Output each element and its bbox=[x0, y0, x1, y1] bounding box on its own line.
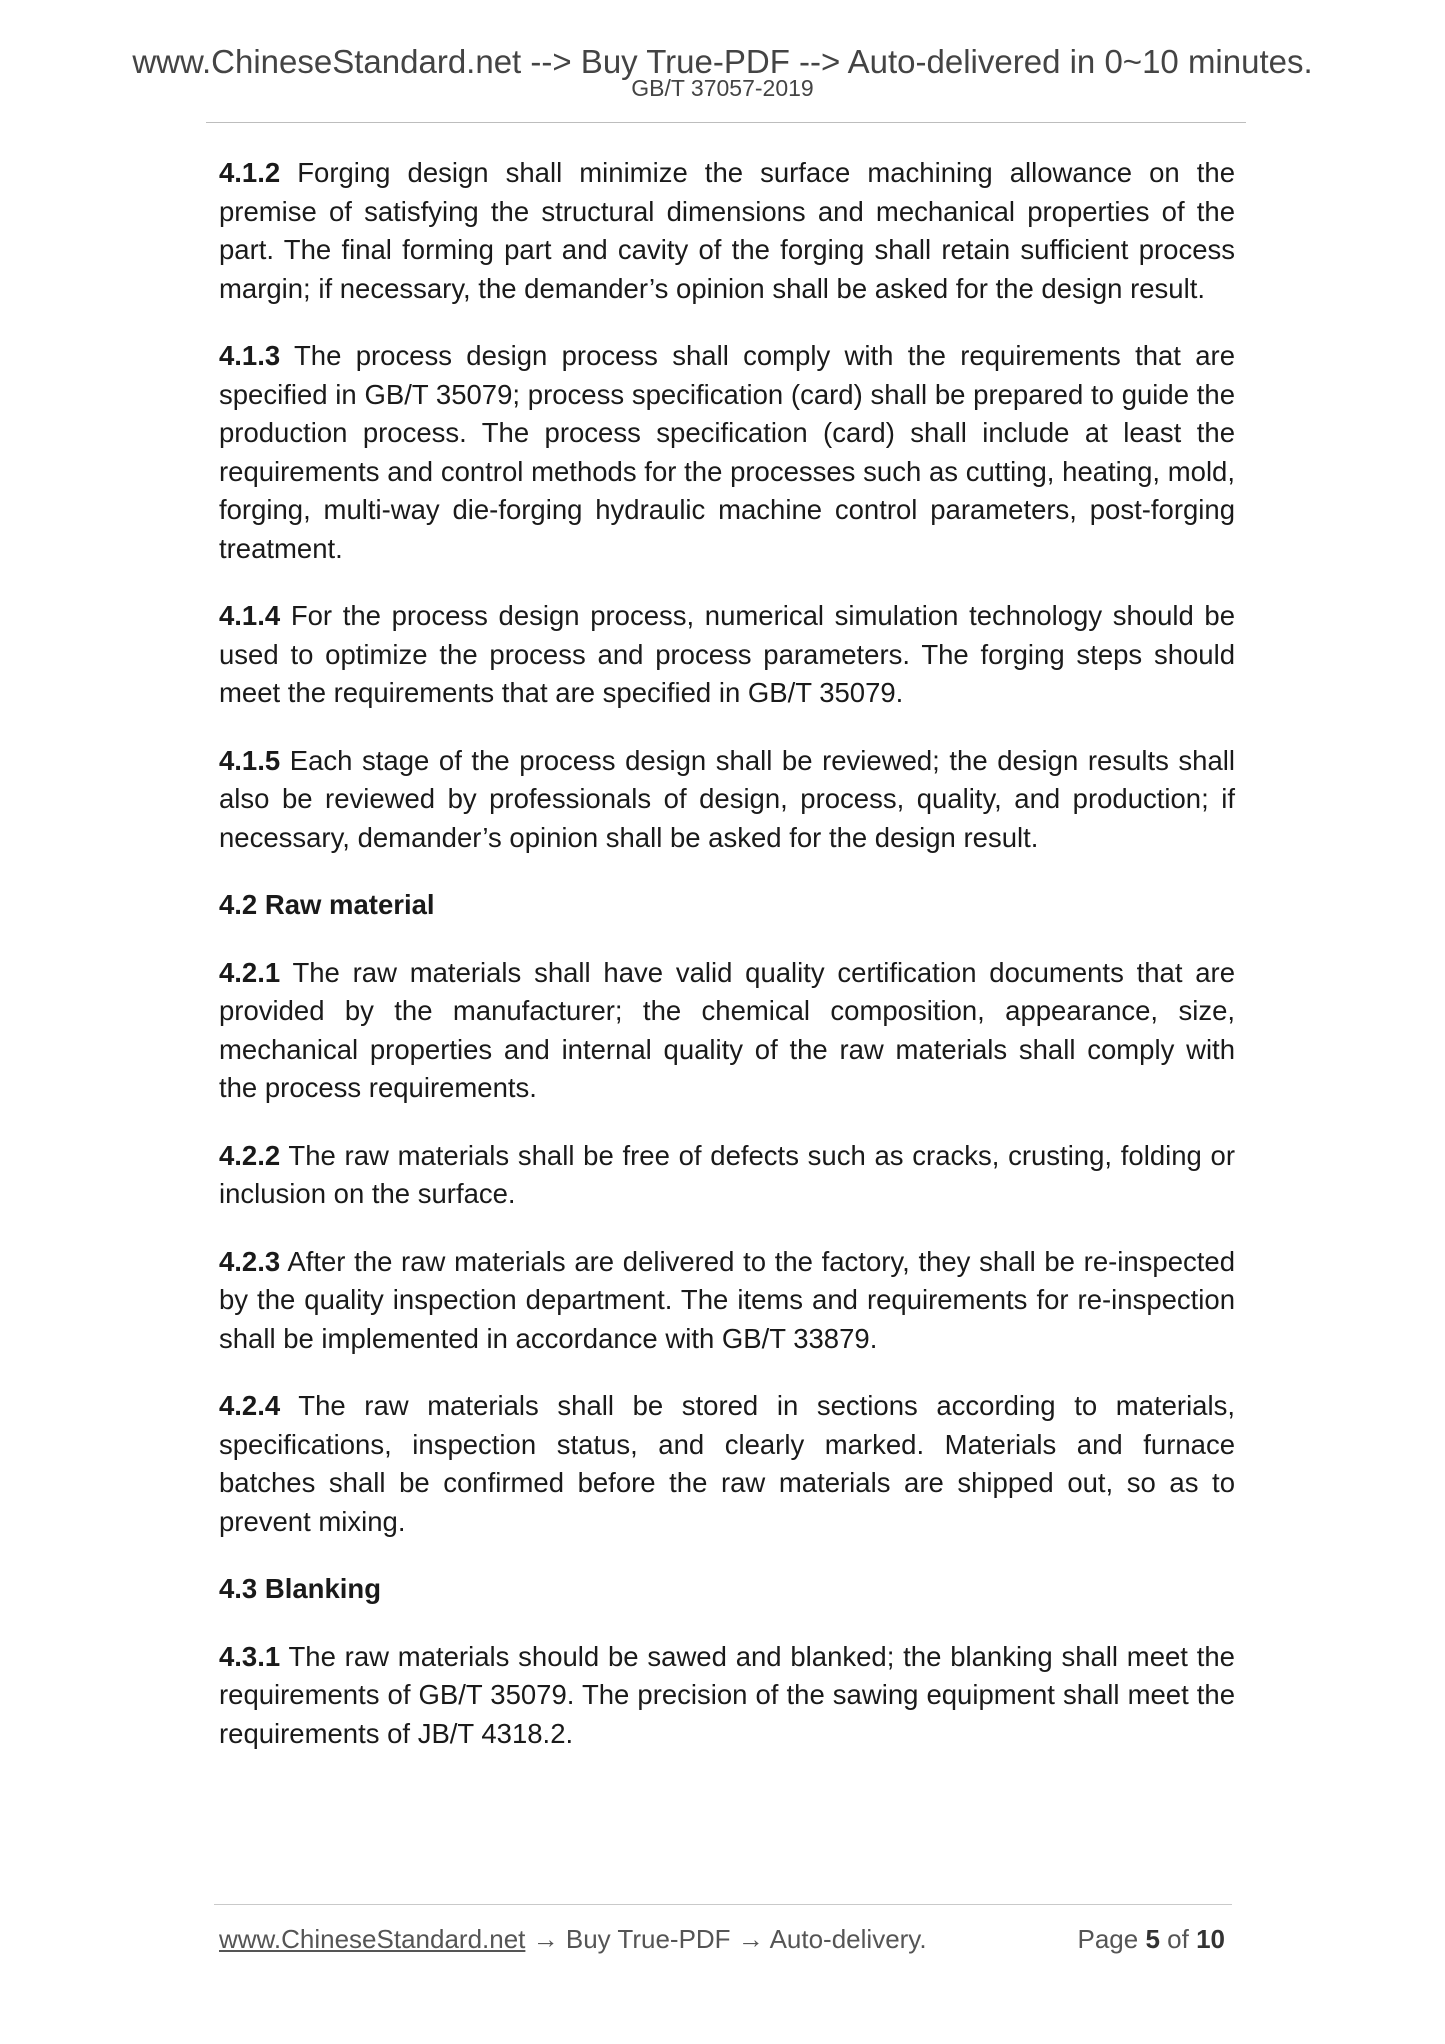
clause-number: 4.1.4 bbox=[219, 600, 281, 631]
site-banner: www.ChineseStandard.net --> Buy True-PDF --> Auto-delivered in 0~10 minutes. bbox=[132, 43, 1313, 80]
page-label: Page bbox=[1077, 1924, 1139, 1954]
header-divider bbox=[206, 122, 1246, 123]
footer-divider bbox=[214, 1904, 1232, 1905]
page-footer bbox=[219, 1922, 1229, 1956]
clause-text: The raw materials shall be stored in sections according to materials, specifications, inspection status, and clearly marked. Materials and furnace batches shall be confirmed before the raw materials are shipped out, so as to prevent mixing. bbox=[219, 1390, 1235, 1537]
clause-4-2-1 bbox=[219, 954, 1235, 1108]
of-label: of bbox=[1167, 1924, 1189, 1954]
clause-number: 4.1.3 bbox=[219, 340, 281, 371]
standard-code: GB/T 37057-2019 bbox=[631, 75, 814, 101]
clause-text: The raw materials shall be free of defects such as cracks, crusting, folding or inclusion on the surface. bbox=[219, 1139, 1235, 1209]
clause-text: The process design process shall comply with the requirements that are specified in GB/T 35079; process specification (card) shall be prepared to guide the production process. The process specification (card) shall include at least the requirements and control methods for the processes such as cutting, heating, mold, forging, multi-way die-forging hydraulic machine control parameters, post-forging treatment. bbox=[219, 340, 1235, 564]
footer-site-link[interactable]: www.ChineseStandard.net bbox=[219, 1924, 526, 1954]
clause-4-1-5 bbox=[219, 742, 1235, 858]
page-total: 10 bbox=[1196, 1924, 1225, 1954]
clause-number: 4.2.2 bbox=[219, 1139, 281, 1171]
footer-source bbox=[219, 1922, 927, 1956]
clause-4-1-3 bbox=[219, 337, 1235, 568]
clause-4-1-2 bbox=[219, 154, 1235, 308]
clause-text: Forging design shall minimize the surface machining allowance on the premise of satisfying the structural dimensions and mechanical properties of the part. The final forming part and cavity of the forging shall retain sufficient process margin; if necessary, the demander’s opinion shall be asked for the design result. bbox=[219, 157, 1235, 304]
clause-number: 4.2.1 bbox=[219, 956, 281, 988]
clause-number: 4.2.4 bbox=[219, 1390, 281, 1421]
clause-number: 4.3.1 bbox=[219, 1640, 281, 1672]
clause-text: Each stage of the process design shall be reviewed; the design results shall also be reviewed by professionals of design, process, quality, and production; if necessary, demander’s opinion shall be asked for the design result. bbox=[219, 744, 1235, 853]
clause-4-2-3 bbox=[219, 1243, 1235, 1359]
section-heading-4-3: 4.3 Blanking bbox=[219, 1573, 381, 1604]
section-heading-4-2: 4.2 Raw material bbox=[219, 889, 435, 920]
document-body bbox=[219, 154, 1235, 1782]
page-indicator bbox=[1077, 1922, 1225, 1956]
clause-text: The raw materials shall have valid quality certification documents that are provided by the manufacturer; the chemical composition, appearance, size, mechanical properties and internal quality of the raw materials shall comply with the process requirements. bbox=[219, 956, 1235, 1103]
footer-tagline: → Buy True-PDF → Auto-delivery. bbox=[525, 1924, 927, 1954]
clause-text: The raw materials should be sawed and blanked; the blanking shall meet the requirements of GB/T 35079. The precision of the sawing equipment shall meet the requirements of JB/T 4318.2. bbox=[219, 1640, 1235, 1749]
clause-4-2-2 bbox=[219, 1137, 1235, 1214]
clause-number: 4.1.2 bbox=[219, 157, 281, 188]
clause-text: For the process design process, numerical simulation technology should be used to optimize the process and process parameters. The forging steps should meet the requirements that are specified in GB/T 35079. bbox=[219, 600, 1236, 708]
clause-4-3-1 bbox=[219, 1638, 1235, 1754]
clause-text: After the raw materials are delivered to the factory, they shall be re-inspected by the quality inspection department. The items and requirements for re-inspection shall be implemented in accordance with GB/T 33879. bbox=[219, 1245, 1235, 1354]
clause-number: 4.2.3 bbox=[219, 1245, 281, 1277]
clause-number: 4.1.5 bbox=[219, 744, 281, 776]
page-current: 5 bbox=[1145, 1924, 1160, 1954]
clause-4-2-4 bbox=[219, 1387, 1235, 1541]
clause-4-1-4 bbox=[219, 597, 1235, 713]
